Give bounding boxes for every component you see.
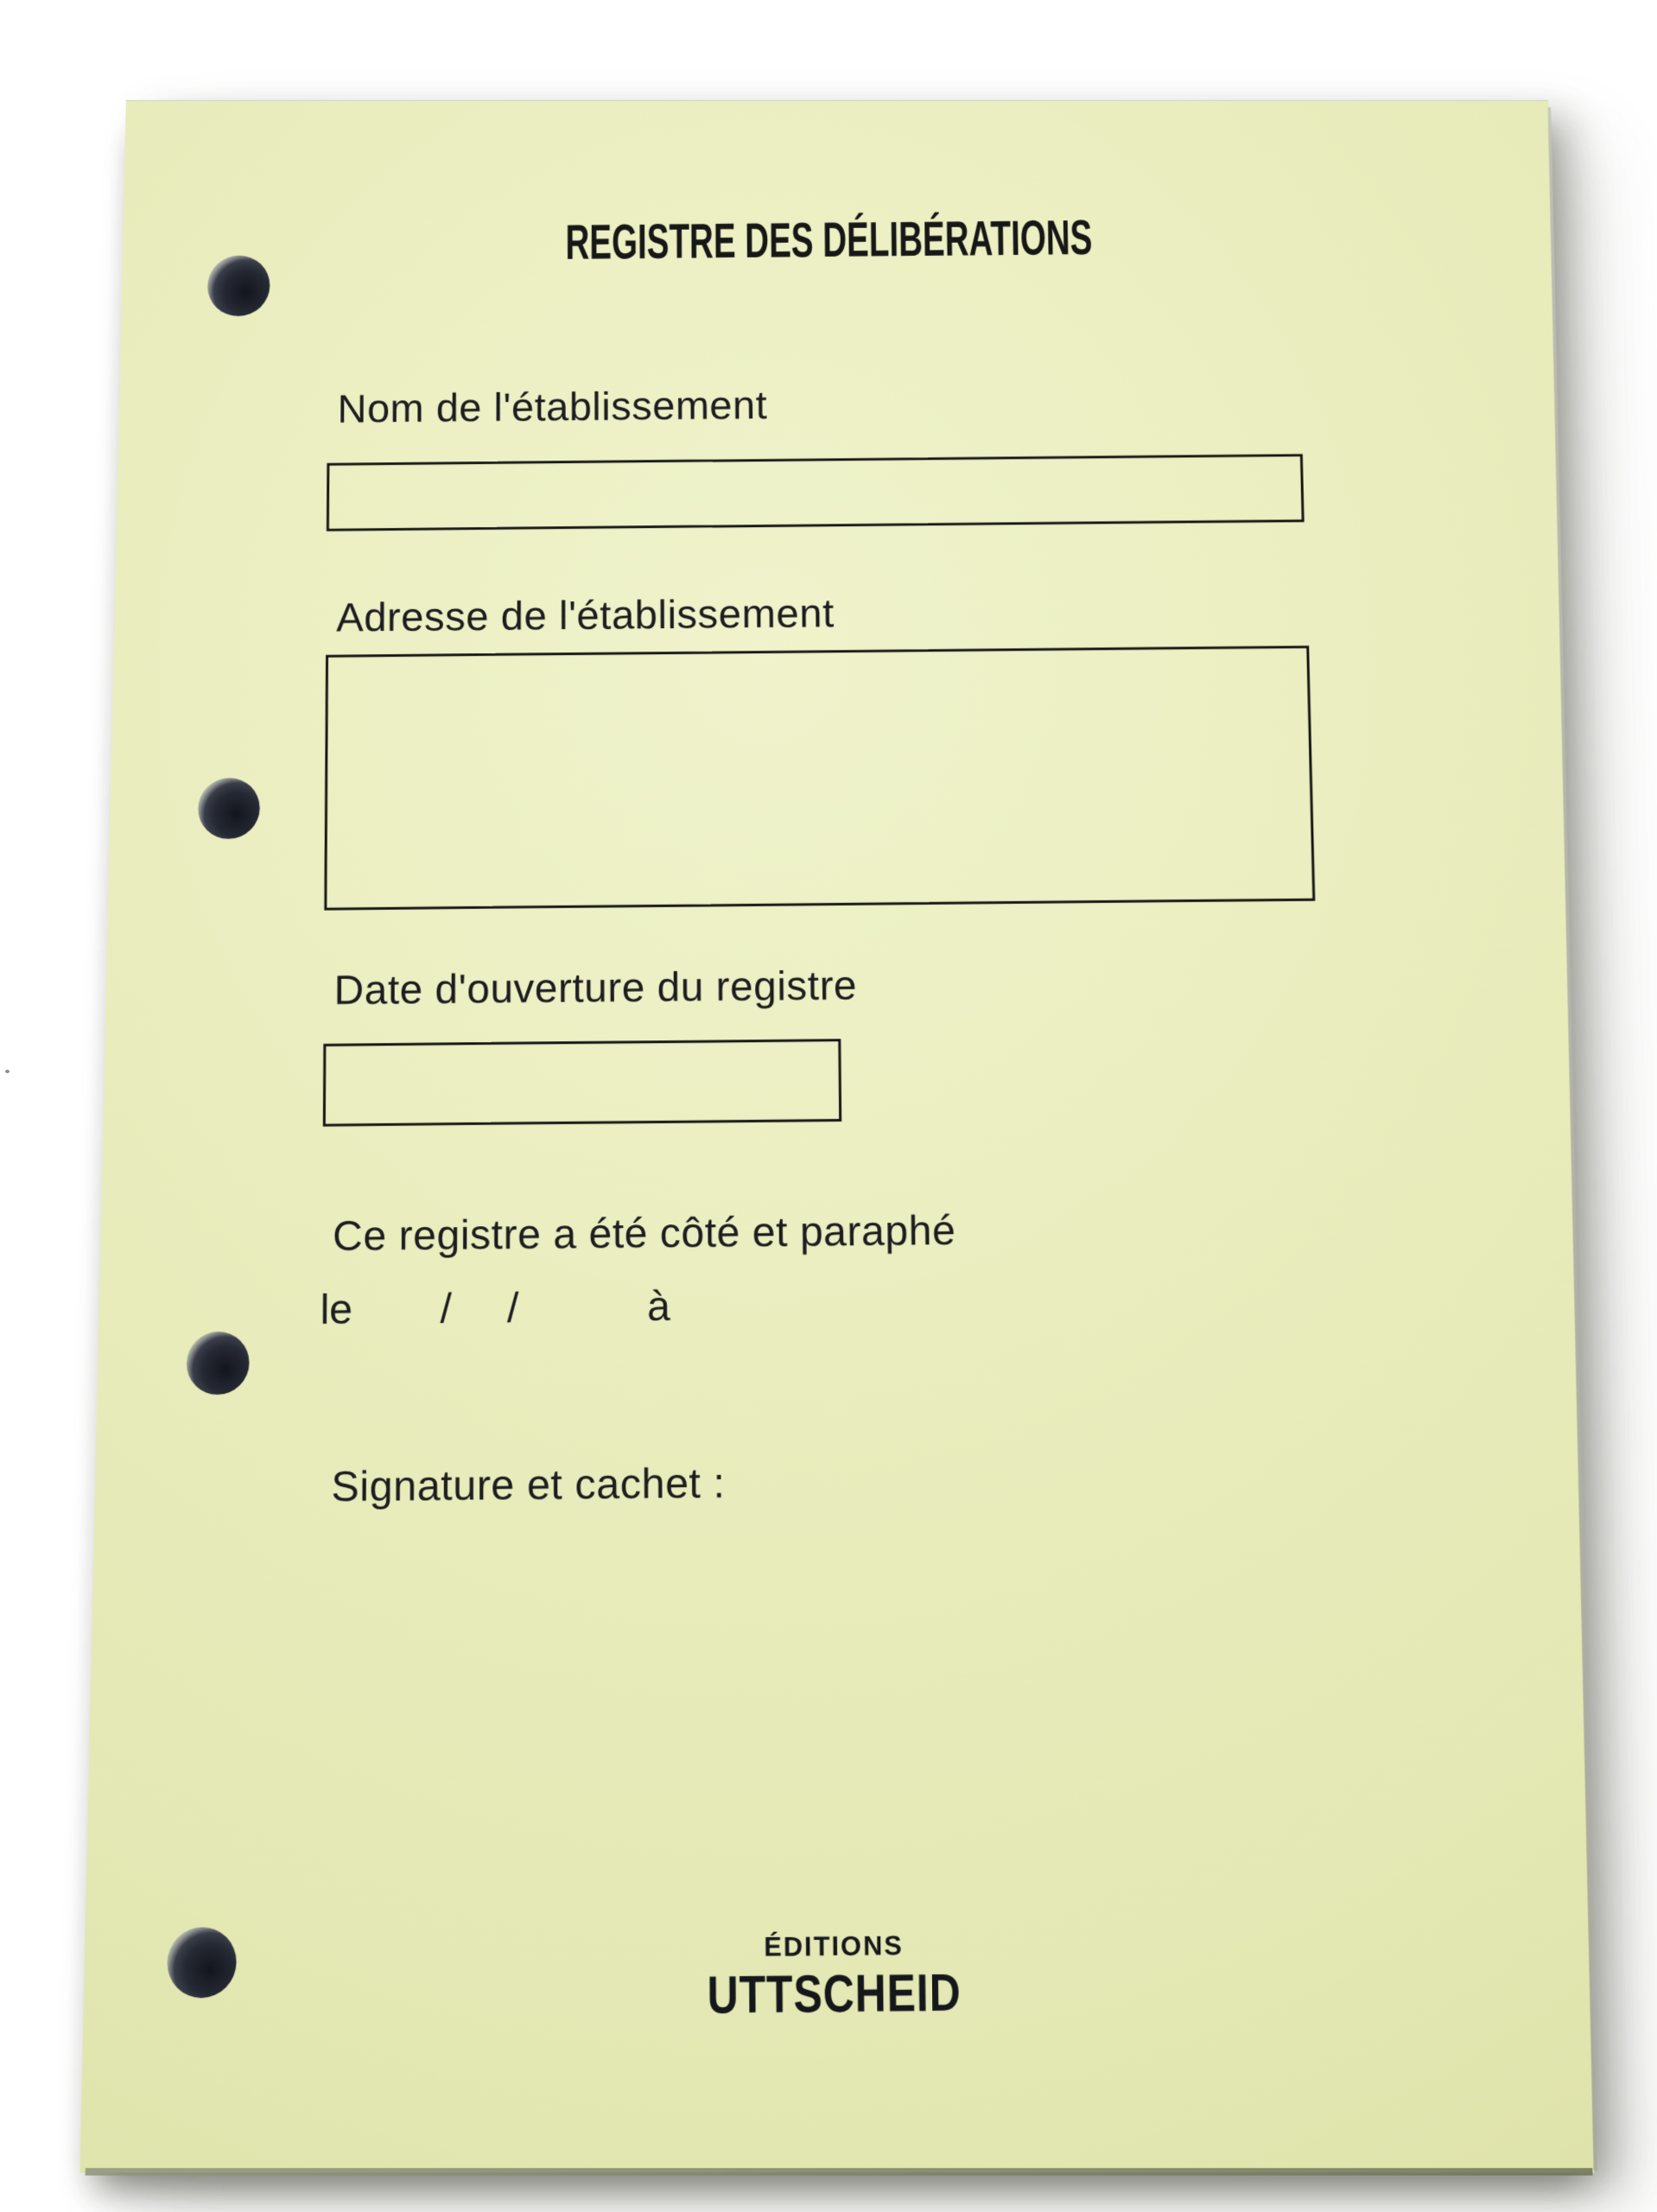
page-title: REGISTRE DES DÉLIBÉRATIONS: [565, 209, 1093, 270]
field-box-establishment-name: [327, 454, 1305, 531]
field-box-register-open-date: [323, 1039, 841, 1126]
field-label-register-open-date: Date d'ouverture du registre: [333, 963, 858, 1014]
printed-content: [90, 94, 1604, 2180]
publisher-logo-editions: ÉDITIONS: [764, 1930, 905, 1963]
field-box-establishment-address: [324, 645, 1315, 910]
certification-a: à: [646, 1283, 670, 1331]
date-separator-slash: /: [506, 1285, 519, 1332]
photo-artifact-speck: [5, 1070, 10, 1073]
certification-date-line: [100, 1274, 1578, 1344]
publisher-logo-uttscheid: UTTSCHEID: [707, 1963, 962, 2025]
field-label-establishment-address: Adresse de l'établissement: [336, 591, 835, 641]
field-label-establishment-name: Nom de l'établissement: [337, 384, 768, 432]
signature-and-stamp-label: Signature et cachet :: [331, 1459, 726, 1511]
date-separator-slash: /: [440, 1286, 452, 1332]
certification-le: le: [320, 1287, 353, 1334]
punch-hole-icon: [207, 255, 270, 316]
register-cover-sheet: [79, 100, 1594, 2173]
publisher-logo: [80, 1926, 1588, 2028]
punch-hole-icon: [198, 778, 260, 839]
certification-statement: Ce registre a été côté et paraphé: [332, 1207, 956, 1261]
